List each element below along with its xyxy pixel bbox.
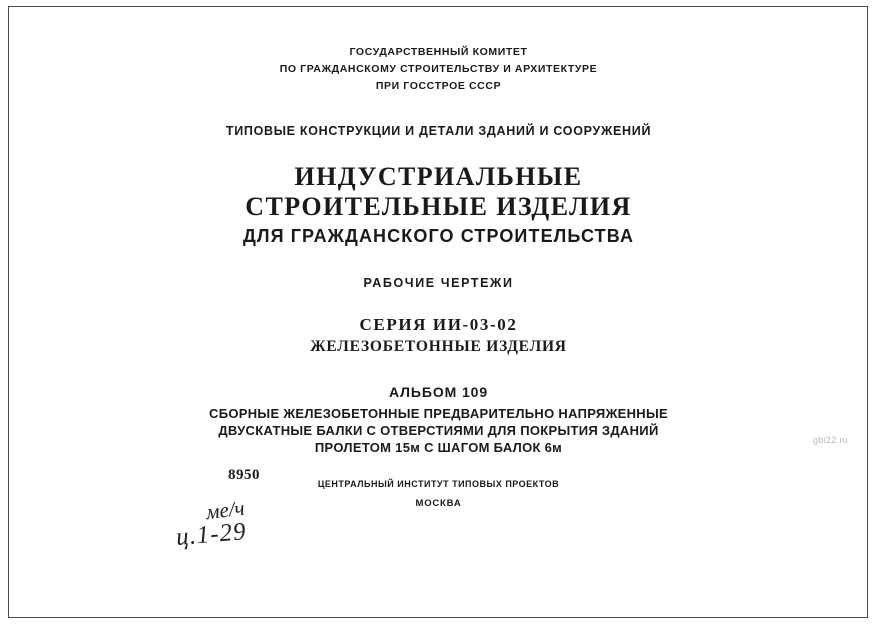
main-title-line-1: ИНДУСТРИАЛЬНЫЕ: [294, 162, 583, 191]
working-drawings-label: РАБОЧИЕ ЧЕРТЕЖИ: [363, 276, 514, 290]
album-description-line-2: ДВУСКАТНЫЕ БАЛКИ С ОТВЕРСТИЯМИ ДЛЯ ПОКРЫТИЯ ЗДАНИЙ: [218, 423, 659, 438]
organization-line-3: ПРИ ГОССТРОЕ СССР: [375, 80, 502, 92]
album-number: АЛЬБОМ 109: [388, 384, 489, 400]
watermark: gbi22.ru: [813, 435, 848, 445]
album-description-line-3: ПРОЛЕТОМ 15м С ШАГОМ БАЛОК 6м: [314, 440, 563, 455]
series-number: СЕРИЯ ИИ-03-02: [359, 315, 518, 334]
series-subtitle: ЖЕЛЕЗОБЕТОННЫЕ ИЗДЕЛИЯ: [310, 338, 567, 355]
album-description: [0, 405, 877, 456]
main-title-line-2: СТРОИТЕЛЬНЫЕ ИЗДЕЛИЯ: [245, 192, 632, 221]
stamp-number: 8950: [228, 467, 260, 483]
city-name: МОСКВА: [415, 498, 462, 509]
institute-name: ЦЕНТРАЛЬНЫЙ ИНСТИТУТ ТИПОВЫХ ПРОЕКТОВ: [317, 479, 560, 489]
page-border-bottom: [8, 617, 868, 618]
organization-line-1: ГОСУДАРСТВЕННЫЙ КОМИТЕТ: [349, 46, 528, 58]
handwritten-annotation: [174, 495, 326, 560]
album-description-line-1: СБОРНЫЕ ЖЕЛЕЗОБЕТОННЫЕ ПРЕДВАРИТЕЛЬНО НАПРЯЖЕННЫЕ: [209, 406, 668, 421]
handwritten-annotation-top: ме/ч: [204, 495, 246, 525]
main-title: [0, 162, 877, 222]
series-heading: ТИПОВЫЕ КОНСТРУКЦИИ И ДЕТАЛИ ЗДАНИЙ И СООРУЖЕНИЙ: [225, 124, 652, 138]
main-subtitle: ДЛЯ ГРАЖДАНСКОГО СТРОИТЕЛЬСТВА: [242, 226, 635, 246]
organization-line-2: ПО ГРАЖДАНСКОМУ СТРОИТЕЛЬСТВУ И АРХИТЕКТУРЕ: [279, 63, 598, 75]
organization-block: [0, 44, 877, 95]
handwritten-annotation-bottom: ц.1-29: [174, 517, 248, 552]
